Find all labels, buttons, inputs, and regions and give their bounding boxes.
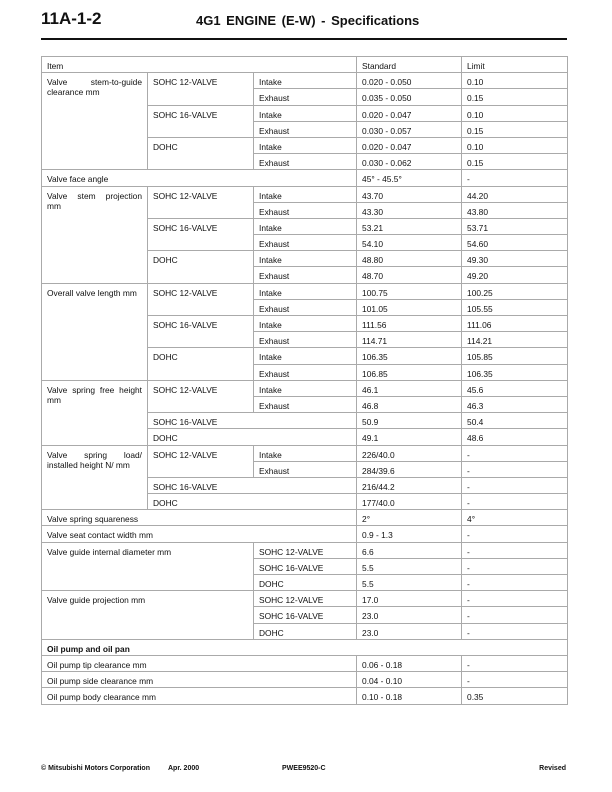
limit-value: 49.20: [462, 267, 568, 283]
column-header-item: Item: [42, 57, 357, 73]
valve-type: Intake: [254, 218, 357, 234]
valve-type: Exhaust: [254, 235, 357, 251]
limit-value: 0.35: [462, 688, 568, 704]
footer-copyright: © Mitsubishi Motors Corporation: [41, 765, 150, 772]
limit-value: -: [462, 461, 568, 477]
limit-value: -: [462, 542, 568, 558]
engine-type: SOHC 12-VALVE: [254, 591, 357, 607]
limit-value: 100.25: [462, 283, 568, 299]
limit-value: 105.55: [462, 299, 568, 315]
standard-value: 5.5: [357, 558, 462, 574]
valve-type: Exhaust: [254, 154, 357, 170]
valve-type: Intake: [254, 251, 357, 267]
limit-value: 50.4: [462, 413, 568, 429]
standard-value: 216/44.2: [357, 477, 462, 493]
engine-type: DOHC: [148, 251, 254, 283]
limit-value: 111.06: [462, 316, 568, 332]
item-name: Valve stem projection mm: [42, 186, 148, 283]
standard-value: 111.56: [357, 316, 462, 332]
section-heading: Oil pump and oil pan: [42, 639, 568, 655]
item-name: Oil pump tip clearance mm: [42, 655, 357, 671]
standard-value: 226/40.0: [357, 445, 462, 461]
standard-value: 46.1: [357, 380, 462, 396]
standard-value: 6.6: [357, 542, 462, 558]
table-row: [42, 672, 568, 688]
column-header-limit: Limit: [462, 57, 568, 73]
limit-value: 0.15: [462, 89, 568, 105]
engine-type: SOHC 16-VALVE: [254, 558, 357, 574]
standard-value: 0.020 - 0.047: [357, 137, 462, 153]
valve-type: Exhaust: [254, 396, 357, 412]
valve-type: Intake: [254, 316, 357, 332]
limit-value: 0.10: [462, 73, 568, 89]
standard-value: 0.020 - 0.047: [357, 105, 462, 121]
standard-value: 114.71: [357, 332, 462, 348]
engine-type: DOHC: [254, 623, 357, 639]
limit-value: -: [462, 623, 568, 639]
valve-type: Intake: [254, 137, 357, 153]
standard-value: 106.85: [357, 364, 462, 380]
standard-value: 46.8: [357, 396, 462, 412]
table-row: [42, 186, 568, 202]
limit-value: -: [462, 170, 568, 186]
standard-value: 53.21: [357, 218, 462, 234]
standard-value: 2°: [357, 510, 462, 526]
valve-type: Intake: [254, 186, 357, 202]
engine-type: DOHC: [148, 348, 254, 380]
standard-value: 0.10 - 0.18: [357, 688, 462, 704]
engine-type: DOHC: [148, 494, 357, 510]
table-row: [42, 380, 568, 396]
engine-type: SOHC 12-VALVE: [148, 73, 254, 105]
limit-value: 4°: [462, 510, 568, 526]
footer-date: Apr. 2000: [168, 765, 200, 772]
limit-value: -: [462, 445, 568, 461]
page-number: 11A-1-2: [41, 9, 102, 28]
standard-value: 0.035 - 0.050: [357, 89, 462, 105]
limit-value: 44.20: [462, 186, 568, 202]
item-name: Valve spring free height mm: [42, 380, 148, 445]
valve-type: Intake: [254, 105, 357, 121]
limit-value: -: [462, 526, 568, 542]
standard-value: 101.05: [357, 299, 462, 315]
standard-value: 50.9: [357, 413, 462, 429]
standard-value: 49.1: [357, 429, 462, 445]
limit-value: -: [462, 672, 568, 688]
item-name: Valve face angle: [42, 170, 357, 186]
engine-type: DOHC: [148, 429, 357, 445]
table-header-row: [42, 57, 568, 73]
page-title: 4G1 ENGINE (E-W) - Specifications: [196, 13, 420, 28]
item-name: Valve spring load/ installed height N/ mm: [42, 445, 148, 510]
item-name: Oil pump body clearance mm: [42, 688, 357, 704]
standard-value: 0.030 - 0.057: [357, 121, 462, 137]
item-name: Valve guide internal diameter mm: [42, 542, 254, 591]
engine-type: SOHC 12-VALVE: [254, 542, 357, 558]
engine-type: SOHC 12-VALVE: [148, 283, 254, 315]
standard-value: 54.10: [357, 235, 462, 251]
table-row: [42, 542, 568, 558]
limit-value: 0.10: [462, 137, 568, 153]
standard-value: 0.030 - 0.062: [357, 154, 462, 170]
table-row: [42, 170, 568, 186]
standard-value: 0.06 - 0.18: [357, 655, 462, 671]
valve-type: Exhaust: [254, 461, 357, 477]
table-row: [42, 283, 568, 299]
valve-type: Exhaust: [254, 89, 357, 105]
standard-value: 43.70: [357, 186, 462, 202]
limit-value: -: [462, 558, 568, 574]
limit-value: -: [462, 494, 568, 510]
limit-value: -: [462, 591, 568, 607]
column-header-standard: Standard: [357, 57, 462, 73]
engine-type: SOHC 12-VALVE: [148, 380, 254, 412]
table-row: [42, 688, 568, 704]
item-name: Overall valve length mm: [42, 283, 148, 380]
standard-value: 17.0: [357, 591, 462, 607]
specifications-table: [41, 56, 568, 705]
standard-value: 284/39.6: [357, 461, 462, 477]
footer-code: PWEE9520-C: [282, 765, 326, 772]
item-name: Valve spring squareness: [42, 510, 357, 526]
standard-value: 100.75: [357, 283, 462, 299]
limit-value: 48.6: [462, 429, 568, 445]
limit-value: -: [462, 607, 568, 623]
engine-type: SOHC 16-VALVE: [254, 607, 357, 623]
footer-status: Revised: [539, 765, 566, 772]
table-row: [42, 655, 568, 671]
standard-value: 177/40.0: [357, 494, 462, 510]
limit-value: 49.30: [462, 251, 568, 267]
engine-type: DOHC: [148, 137, 254, 169]
standard-value: 106.35: [357, 348, 462, 364]
header-rule: [41, 38, 567, 40]
limit-value: 0.15: [462, 154, 568, 170]
limit-value: 46.3: [462, 396, 568, 412]
limit-value: -: [462, 575, 568, 591]
limit-value: 0.10: [462, 105, 568, 121]
limit-value: 53.71: [462, 218, 568, 234]
valve-type: Exhaust: [254, 121, 357, 137]
limit-value: 114.21: [462, 332, 568, 348]
engine-type: DOHC: [254, 575, 357, 591]
item-name: Valve stem-to-guide clearance mm: [42, 73, 148, 170]
standard-value: 0.04 - 0.10: [357, 672, 462, 688]
valve-type: Intake: [254, 348, 357, 364]
table-row: [42, 73, 568, 89]
standard-value: 0.9 - 1.3: [357, 526, 462, 542]
limit-value: -: [462, 655, 568, 671]
standard-value: 48.80: [357, 251, 462, 267]
limit-value: -: [462, 477, 568, 493]
table-row: [42, 510, 568, 526]
standard-value: 23.0: [357, 623, 462, 639]
limit-value: 54.60: [462, 235, 568, 251]
valve-type: Exhaust: [254, 299, 357, 315]
engine-type: SOHC 16-VALVE: [148, 218, 254, 250]
valve-type: Intake: [254, 283, 357, 299]
standard-value: 23.0: [357, 607, 462, 623]
engine-type: SOHC 16-VALVE: [148, 105, 254, 137]
standard-value: 48.70: [357, 267, 462, 283]
engine-type: SOHC 16-VALVE: [148, 413, 357, 429]
standard-value: 45° - 45.5°: [357, 170, 462, 186]
valve-type: Exhaust: [254, 267, 357, 283]
standard-value: 0.020 - 0.050: [357, 73, 462, 89]
engine-type: SOHC 12-VALVE: [148, 445, 254, 477]
engine-type: SOHC 16-VALVE: [148, 477, 357, 493]
item-name: Valve seat contact width mm: [42, 526, 357, 542]
valve-type: Exhaust: [254, 364, 357, 380]
table-row: [42, 591, 568, 607]
engine-type: SOHC 16-VALVE: [148, 316, 254, 348]
valve-type: Exhaust: [254, 202, 357, 218]
valve-type: Intake: [254, 73, 357, 89]
limit-value: 43.80: [462, 202, 568, 218]
standard-value: 43.30: [357, 202, 462, 218]
item-name: Oil pump side clearance mm: [42, 672, 357, 688]
valve-type: Exhaust: [254, 332, 357, 348]
limit-value: 0.15: [462, 121, 568, 137]
table-row: [42, 526, 568, 542]
limit-value: 105.85: [462, 348, 568, 364]
standard-value: 5.5: [357, 575, 462, 591]
limit-value: 106.35: [462, 364, 568, 380]
engine-type: SOHC 12-VALVE: [148, 186, 254, 218]
item-name: Valve guide projection mm: [42, 591, 254, 640]
table-row: [42, 445, 568, 461]
valve-type: Intake: [254, 445, 357, 461]
limit-value: 45.6: [462, 380, 568, 396]
valve-type: Intake: [254, 380, 357, 396]
table-row: [42, 639, 568, 655]
